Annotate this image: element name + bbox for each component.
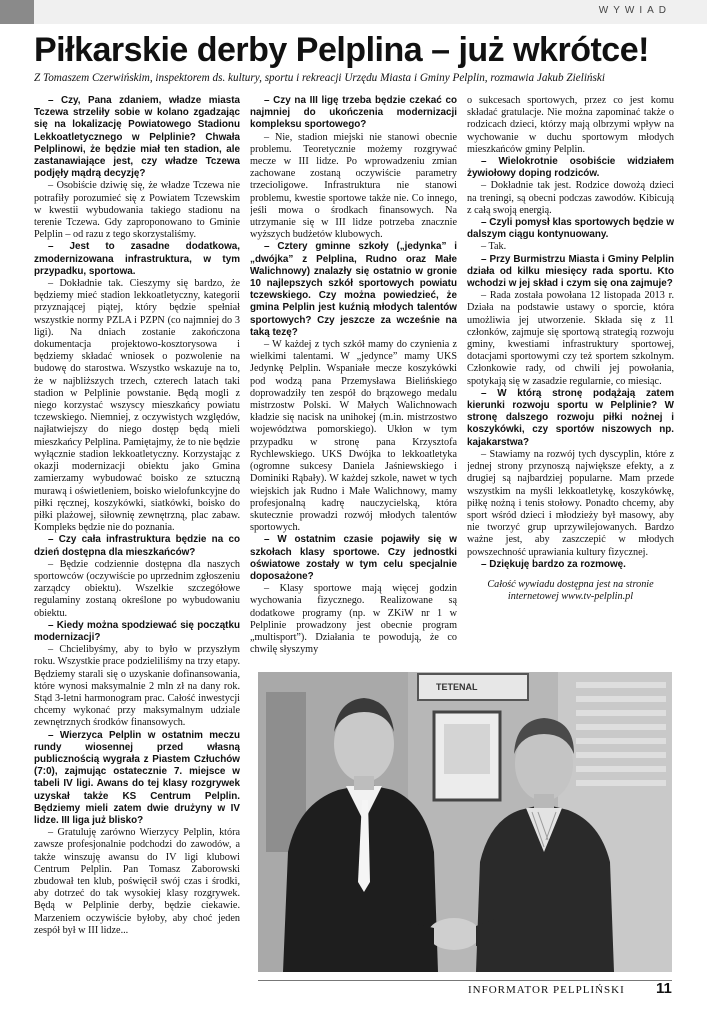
answer-paragraph: – Nie, stadion miejski nie stanowi obecnie problemu. Teoretycznie możemy rozgrywać mecze w III lidze. Po wprowadzeniu zmian zachowane zostaną oczywiście parametry trzecioligowe. Infrastruktura nie stanowi problemu, kwestie sportowe także nie. Co innego, jeśli mowa o środkach finansowych. Na utrzymanie się w III lidze potrzeba znacznie wyższych budżetów klubowych. — [250, 131, 457, 241]
question-paragraph: – W którą stronę podążają zatem kierunki rozwoju sportu w Pelplinie? W stronę dalszego rozwoju piłki nożnej i koszykówki, czy sportów niszowych np. kajakarstwa? — [467, 387, 674, 448]
question-paragraph: – Kiedy można spodziewać się początku modernizacji? — [34, 619, 240, 643]
header-bar — [0, 0, 707, 24]
answer-paragraph: – Stawiamy na rozwój tych dyscyplin, które z jednej strony przynoszą największe efekty, a z drugiej są najbardziej popularne. Mam przede wszystkim na myśli lekkoatletykę, koszykówkę, piłkę nożną i tenis stołowy. Ponadto chcemy, aby sport wśród dzieci i młodzieży był masowy, aby nie tworzyć grup uprzywilejowanych. Bardzo ważne jest, aby zaszczepić w młodych powszechność uprawiania kultury fizycznej. — [467, 448, 674, 558]
question-paragraph: – Wierzyca Pelplin w ostatnim meczu rundy wiosennej przed własną publicznością wygrała z Piastem Człuchów (7:0), zajmując ostatecznie 7. miejsce w tabeli IV ligi. Awans do tej klasy rozgrywek uzyskał także KS Centrum Pelplin. Będziemy mieli zatem dwie drużyny w IV lidze. III liga już blisko? — [34, 729, 240, 826]
article-title: Piłkarskie derby Pelplina – już wkrótce! — [34, 31, 649, 69]
footer-rule — [258, 980, 672, 981]
interview-photo — [258, 672, 672, 972]
answer-paragraph: – Chcielibyśmy, aby to było w przyszłym roku. Wszystkie prace podzieliliśmy na trzy etapy. Będziemy starali się o uzyskanie dofinansowania, które wynosi maksymalnie 2 mln zł na dany rok. Stąd 3-letni harmonogram prac. Całość inwestycji chcemy wykonać przy maksymalnym udziale zewnętrznych środków finansowych. — [34, 644, 240, 729]
answer-paragraph: o sukcesach sportowych, przez co jest komu składać gratulacje. Nie można zapominać także o rodzicach dzieci, którzy mają olbrzymi wpływ na wychowanie w duchu sportowym młodych mieszkańców gminy Pelplin. — [467, 95, 674, 155]
question-paragraph: – Cztery gminne szkoły („jedynka” i „dwójka” z Pelplina, Rudno oraz Małe Walichnowy) znalazły się ostatnio w gronie 10 najlepszych szkół sportowych powiatu tczewskiego. Czy można powiedzieć, że gmina Pelplin jest kuźnią młodych talentów sportowych? Czy jeszcze za wcześnie na taką tezę? — [250, 241, 457, 338]
article-subtitle: Z Tomaszem Czerwińskim, inspektorem ds. kultury, sportu i rekreacji Urzędu Miasta i Gminy Pelplin, rozmawia Jakub Zieliński — [34, 72, 605, 84]
answer-paragraph: – Dokładnie tak. Cieszymy się bardzo, że będziemy mieć stadion lekkoatletyczny, kategorii przyznającej piątej, który będzie spełniał wszystkie normy PZLA i PZPN (co najmniej do 3 ligi). Na dniach zostanie zakończona dokumentacja projektowo-kosztorysowa i będziemy składać wniosek o pozwolenie na budowę do starostwa. Wszystko wskazuje na to, że w najbliższych trzech, czterech latach taki stadion w Pelplinie powstanie. Będą mogli z niego korzystać wszyscy mieszkańcy powiatu tczewskiego. Niemniej, z oczywistych względów, najłatwiejszy do niego dostęp będą mieli mieszkańcy Pelplina. Pamiętajmy, że to nie będzie wyłącznie stadion lekkoatletyczny. Korzystając z okazji modernizacji obiektu jako Gmina zamierzamy wybudować boisko ze sztuczną murawą i oświetleniem, boisko wielofunkcyjne do piłki ręcznej, koszykówki, siatkówki, boisko do piłki plażowej, siłownię zewnętrzną, plac zabaw. Kompleks będzie nie do poznania. — [34, 278, 240, 534]
answer-paragraph: – Osobiście dziwię się, że władze Tczewa nie potrafiły porozumieć się z Powiatem Tczewskim w kwestii wybudowania takiego stadionu na terenie Tczewa. Gdy zaproponowano to Gminie Pelplin – od razu z tego skorzystaliśmy. — [34, 180, 240, 241]
section-label: WYWIAD — [598, 5, 671, 16]
answer-paragraph: – Gratuluję zarówno Wierzycy Pelplin, która zawsze profesjonalnie podchodzi do zawodów, a także winszuję awansu do IV ligi klubowi Centrum Pelplin. Pan Tomasz Zaborowski zbudował ten klub, poświęcił swój czas i środki, aby dotrzeć do tak wysokiej klasy rozgrywek. Będą w Pelplinie derby, będzie ciekawie. Marzeniem oczywiście byłoby, aby choć jeden zespół był w III lidze... — [34, 827, 240, 936]
question-paragraph: – Czy, Pana zdaniem, władze miasta Tczewa strzeliły sobie w kolano zgadzając się na lokalizację Powiatowego Stadionu Lekkoatletycznego w Pelplinie? Chwała Pelplinowi, że będzie miał ten stadion, ale zastanawiające jest, czy władze Tczewa podjęły mądrą decyzję? — [34, 95, 240, 180]
question-paragraph: – Przy Burmistrzu Miasta i Gminy Pelplin działa od kilku miesięcy rada sportu. Kto wchodzi w jej skład i czym się ona zajmuje? — [467, 253, 674, 290]
answer-paragraph: – Będzie codziennie dostępna dla naszych sportowców (oczywiście po uprzednim zgłoszeniu zarządcy obiektu). Wszelkie szczegółowe regulaminy zostaną określone po wybudowaniu obiektu. — [34, 558, 240, 619]
footnote-paragraph: Całość wywiadu dostępna jest na stronie internetowej www.tv-pelplin.pl — [487, 578, 654, 603]
question-paragraph: – Czyli pomysł klas sportowych będzie w dalszym ciągu kontynuowany. — [467, 217, 674, 241]
text-column-2 — [250, 95, 457, 669]
photo-sign-text: TETENAL — [436, 682, 478, 692]
answer-paragraph: – Rada została powołana 12 listopada 2013 r. Działa na podstawie ustawy o sporcie, która umożliwia jej utworzenie. Składa się z 11 członków, zajmuje się sportową strategią rozwoju gminy, kwestiami infrastruktury sportowej, dotacjami sportowymi czy też sportem szkolnym. Członkowie rady, od chwili jej powołania, spotykają się w zasadzie regularnie, co miesiąc. — [467, 290, 674, 387]
question-paragraph: – Czy na III ligę trzeba będzie czekać co najmniej do ukończenia modernizacji kompleksu sportowego? — [250, 95, 457, 131]
question-paragraph: – Jest to zasadne dodatkowa, zmodernizowana infrastruktura, w tym przypadku, sportowa. — [34, 241, 240, 277]
question-paragraph: – W ostatnim czasie pojawiły się w szkołach klasy sportowe. Czy jednostki oświatowe zostały w tym celu specjalnie doposażone? — [250, 534, 457, 582]
answer-paragraph: – Dokładnie tak jest. Rodzice dowożą dzieci na treningi, są obecni podczas zawodów. Kibicują z całą swoją energią. — [467, 180, 674, 216]
text-column-3 — [467, 95, 674, 655]
magazine-name: INFORMATOR PELPLIŃSKI — [468, 984, 625, 996]
text-column-1 — [34, 95, 240, 975]
question-paragraph: – Czy cała infrastruktura będzie na co dzień dostępna dla mieszkańców? — [34, 534, 240, 558]
question-paragraph: – Dziękuję bardzo za rozmowę. — [481, 558, 626, 570]
answer-paragraph: – W każdej z tych szkół mamy do czynienia z wielkimi talentami. W „jedynce” mamy UKS Jedynkę Pelplin. Wspaniałe mecze koszykówki pod wodzą pana Przemysława Bielińskiego doprowadziły ten zespół do brązowego medalu mistrzostw Polski. W Małych Walichnowach kładzie się nacisk na unihokej (m.in. mistrzostwo województwa pomorskiego). Ukłon w tym przypadku w stronę pana Krzysztofa Rychlewskiego. UKS Dwójka to lekkoatletyka (ogromne sukcesy Daniela Jaśniewskiego i Dominiki Rąbały). W każdej szkole, nawet w tych wiejskich jak Rudno i Małe Walichnowy, mamy profesjonalną kadrę nauczycielską, która skutecznie prowadzi rozwój młodych talentów sportowych. — [250, 339, 457, 534]
header-stripe — [0, 0, 34, 24]
question-paragraph: – Wielokrotnie osobiście widziałem żywiołowy doping rodziców. — [467, 156, 674, 180]
answer-paragraph: – Klasy sportowe mają więcej godzin wychowania fizycznego. Realizowane są dodatkowe programy (np. w ZKiW nr 1 w Pelplinie prowadzony jest obecnie program „multisport”). Działania te powodują, że co chwilę słyszymy — [250, 583, 457, 656]
page-number: 11 — [656, 980, 672, 997]
answer-paragraph: – Tak. — [481, 241, 507, 253]
